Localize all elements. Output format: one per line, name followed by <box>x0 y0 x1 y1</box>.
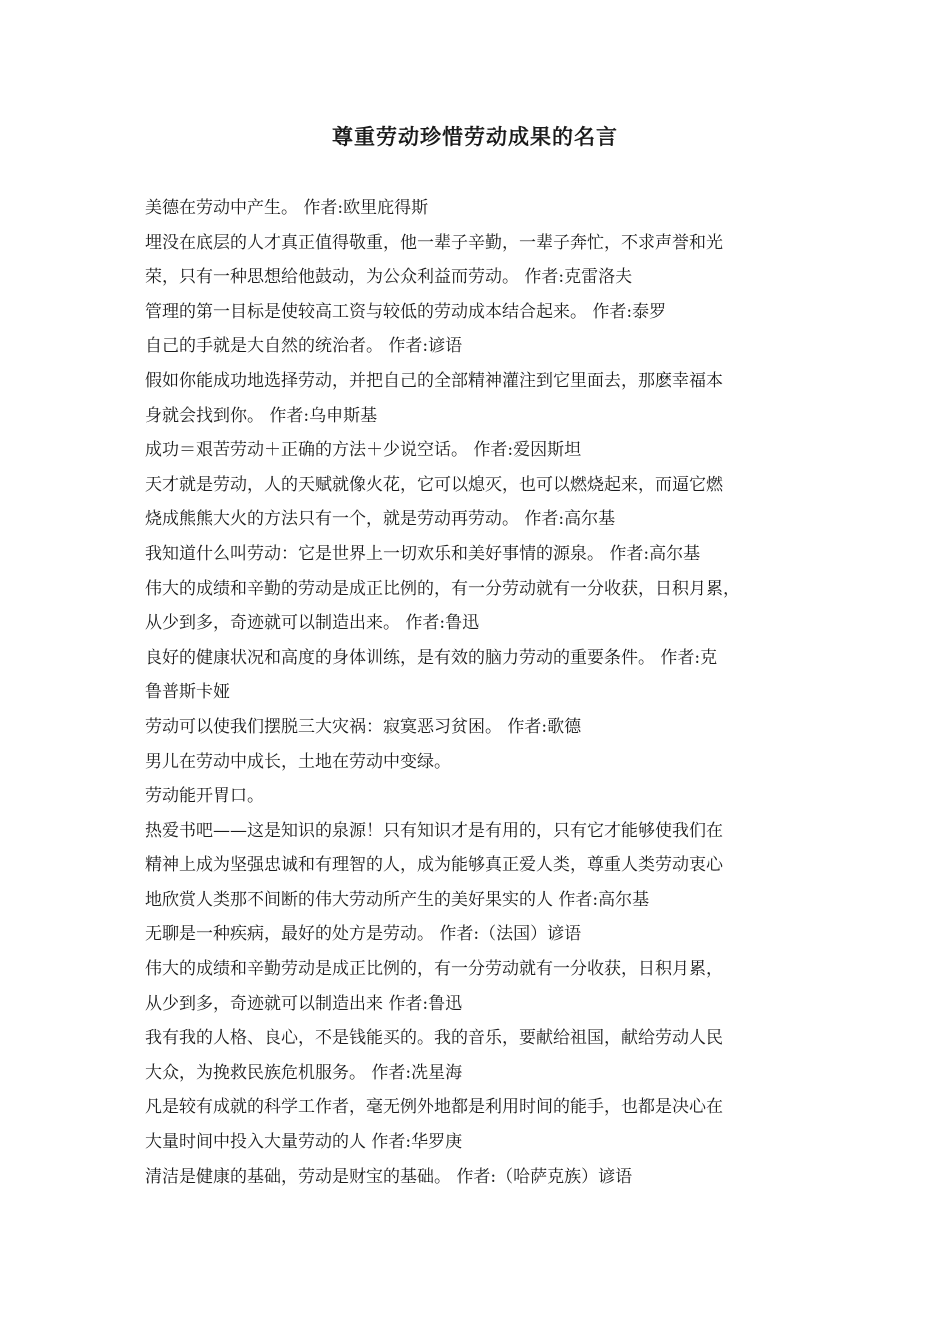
text-line: 荣，只有一种思想给他鼓动，为公众利益而劳动。 作者:克雷洛夫 <box>145 267 633 288</box>
text-line: 管理的第一目标是使较高工资与较低的劳动成本结合起来。 作者:泰罗 <box>145 301 667 322</box>
text-line: 热爱书吧——这是知识的泉源！只有知识才是有用的，只有它才能够使我们在 <box>145 820 723 841</box>
text-line: 伟大的成绩和辛勤的劳动是成正比例的，有一分劳动就有一分收获，日积月累， <box>145 578 740 599</box>
text-line: 劳动能开胃口。 <box>145 786 264 807</box>
text-line: 鲁普斯卡娅 <box>145 682 230 703</box>
text-line: 成功＝艰苦劳动＋正确的方法＋少说空话。 作者:爱因斯坦 <box>145 440 582 461</box>
document-title: 尊重劳动珍惜劳动成果的名言 <box>332 124 618 149</box>
text-line: 从少到多，奇迹就可以制造出来。 作者:鲁迅 <box>145 613 480 634</box>
text-line: 从少到多，奇迹就可以制造出来 作者:鲁迅 <box>145 993 463 1014</box>
text-line: 埋没在底层的人才真正值得敬重，他一辈子辛勤，一辈子奔忙，不求声誉和光 <box>145 232 723 253</box>
text-line: 美德在劳动中产生。 作者:欧里庇得斯 <box>145 198 429 218</box>
text-line: 天才就是劳动，人的天赋就像火花，它可以熄灭，也可以燃烧起来，而逼它燃 <box>145 474 723 495</box>
quote-list <box>145 191 815 1194</box>
text-line: 假如你能成功地选择劳动，并把自己的全部精神灌注到它里面去，那麽幸福本 <box>145 370 723 391</box>
text-line: 大众，为挽救民族危机服务。 作者:冼星海 <box>145 1062 463 1083</box>
text-line: 清洁是健康的基础，劳动是财宝的基础。 作者:（哈萨克族）谚语 <box>145 1166 633 1187</box>
text-line: 精神上成为坚强忠诚和有理智的人，成为能够真正爱人类，尊重人类劳动衷心 <box>145 855 723 876</box>
text-line: 烧成熊熊大火的方法只有一个，就是劳动再劳动。 作者:高尔基 <box>145 509 616 530</box>
text-line: 良好的健康状况和高度的身体训练，是有效的脑力劳动的重要条件。 作者:克 <box>145 647 718 668</box>
text-line: 我知道什么叫劳动：它是世界上一切欢乐和美好事情的源泉。 作者:高尔基 <box>145 543 701 564</box>
text-line: 伟大的成绩和辛勤劳动是成正比例的，有一分劳动就有一分收获，日积月累， <box>145 959 723 980</box>
text-line: 身就会找到你。 作者:乌申斯基 <box>145 405 378 426</box>
text-line: 地欣赏人类那不间断的伟大劳动所产生的美好果实的人 作者:高尔基 <box>145 889 650 910</box>
text-line: 大量时间中投入大量劳动的人 作者:华罗庚 <box>145 1132 463 1153</box>
text-line: 自己的手就是大自然的统治者。 作者:谚语 <box>145 336 463 357</box>
text-line: 凡是较有成就的科学工作者，毫无例外地都是利用时间的能手，也都是决心在 <box>145 1097 723 1118</box>
text-line: 我有我的人格、良心，不是钱能买的。我的音乐，要献给祖国，献给劳动人民 <box>145 1028 723 1049</box>
text-line: 无聊是一种疾病，最好的处方是劳动。 作者:（法国）谚语 <box>145 924 582 945</box>
text-line: 劳动可以使我们摆脱三大灾祸：寂寞恶习贫困。 作者:歌德 <box>145 716 582 737</box>
text-line: 男儿在劳动中成长，土地在劳动中变绿。 <box>145 751 451 772</box>
